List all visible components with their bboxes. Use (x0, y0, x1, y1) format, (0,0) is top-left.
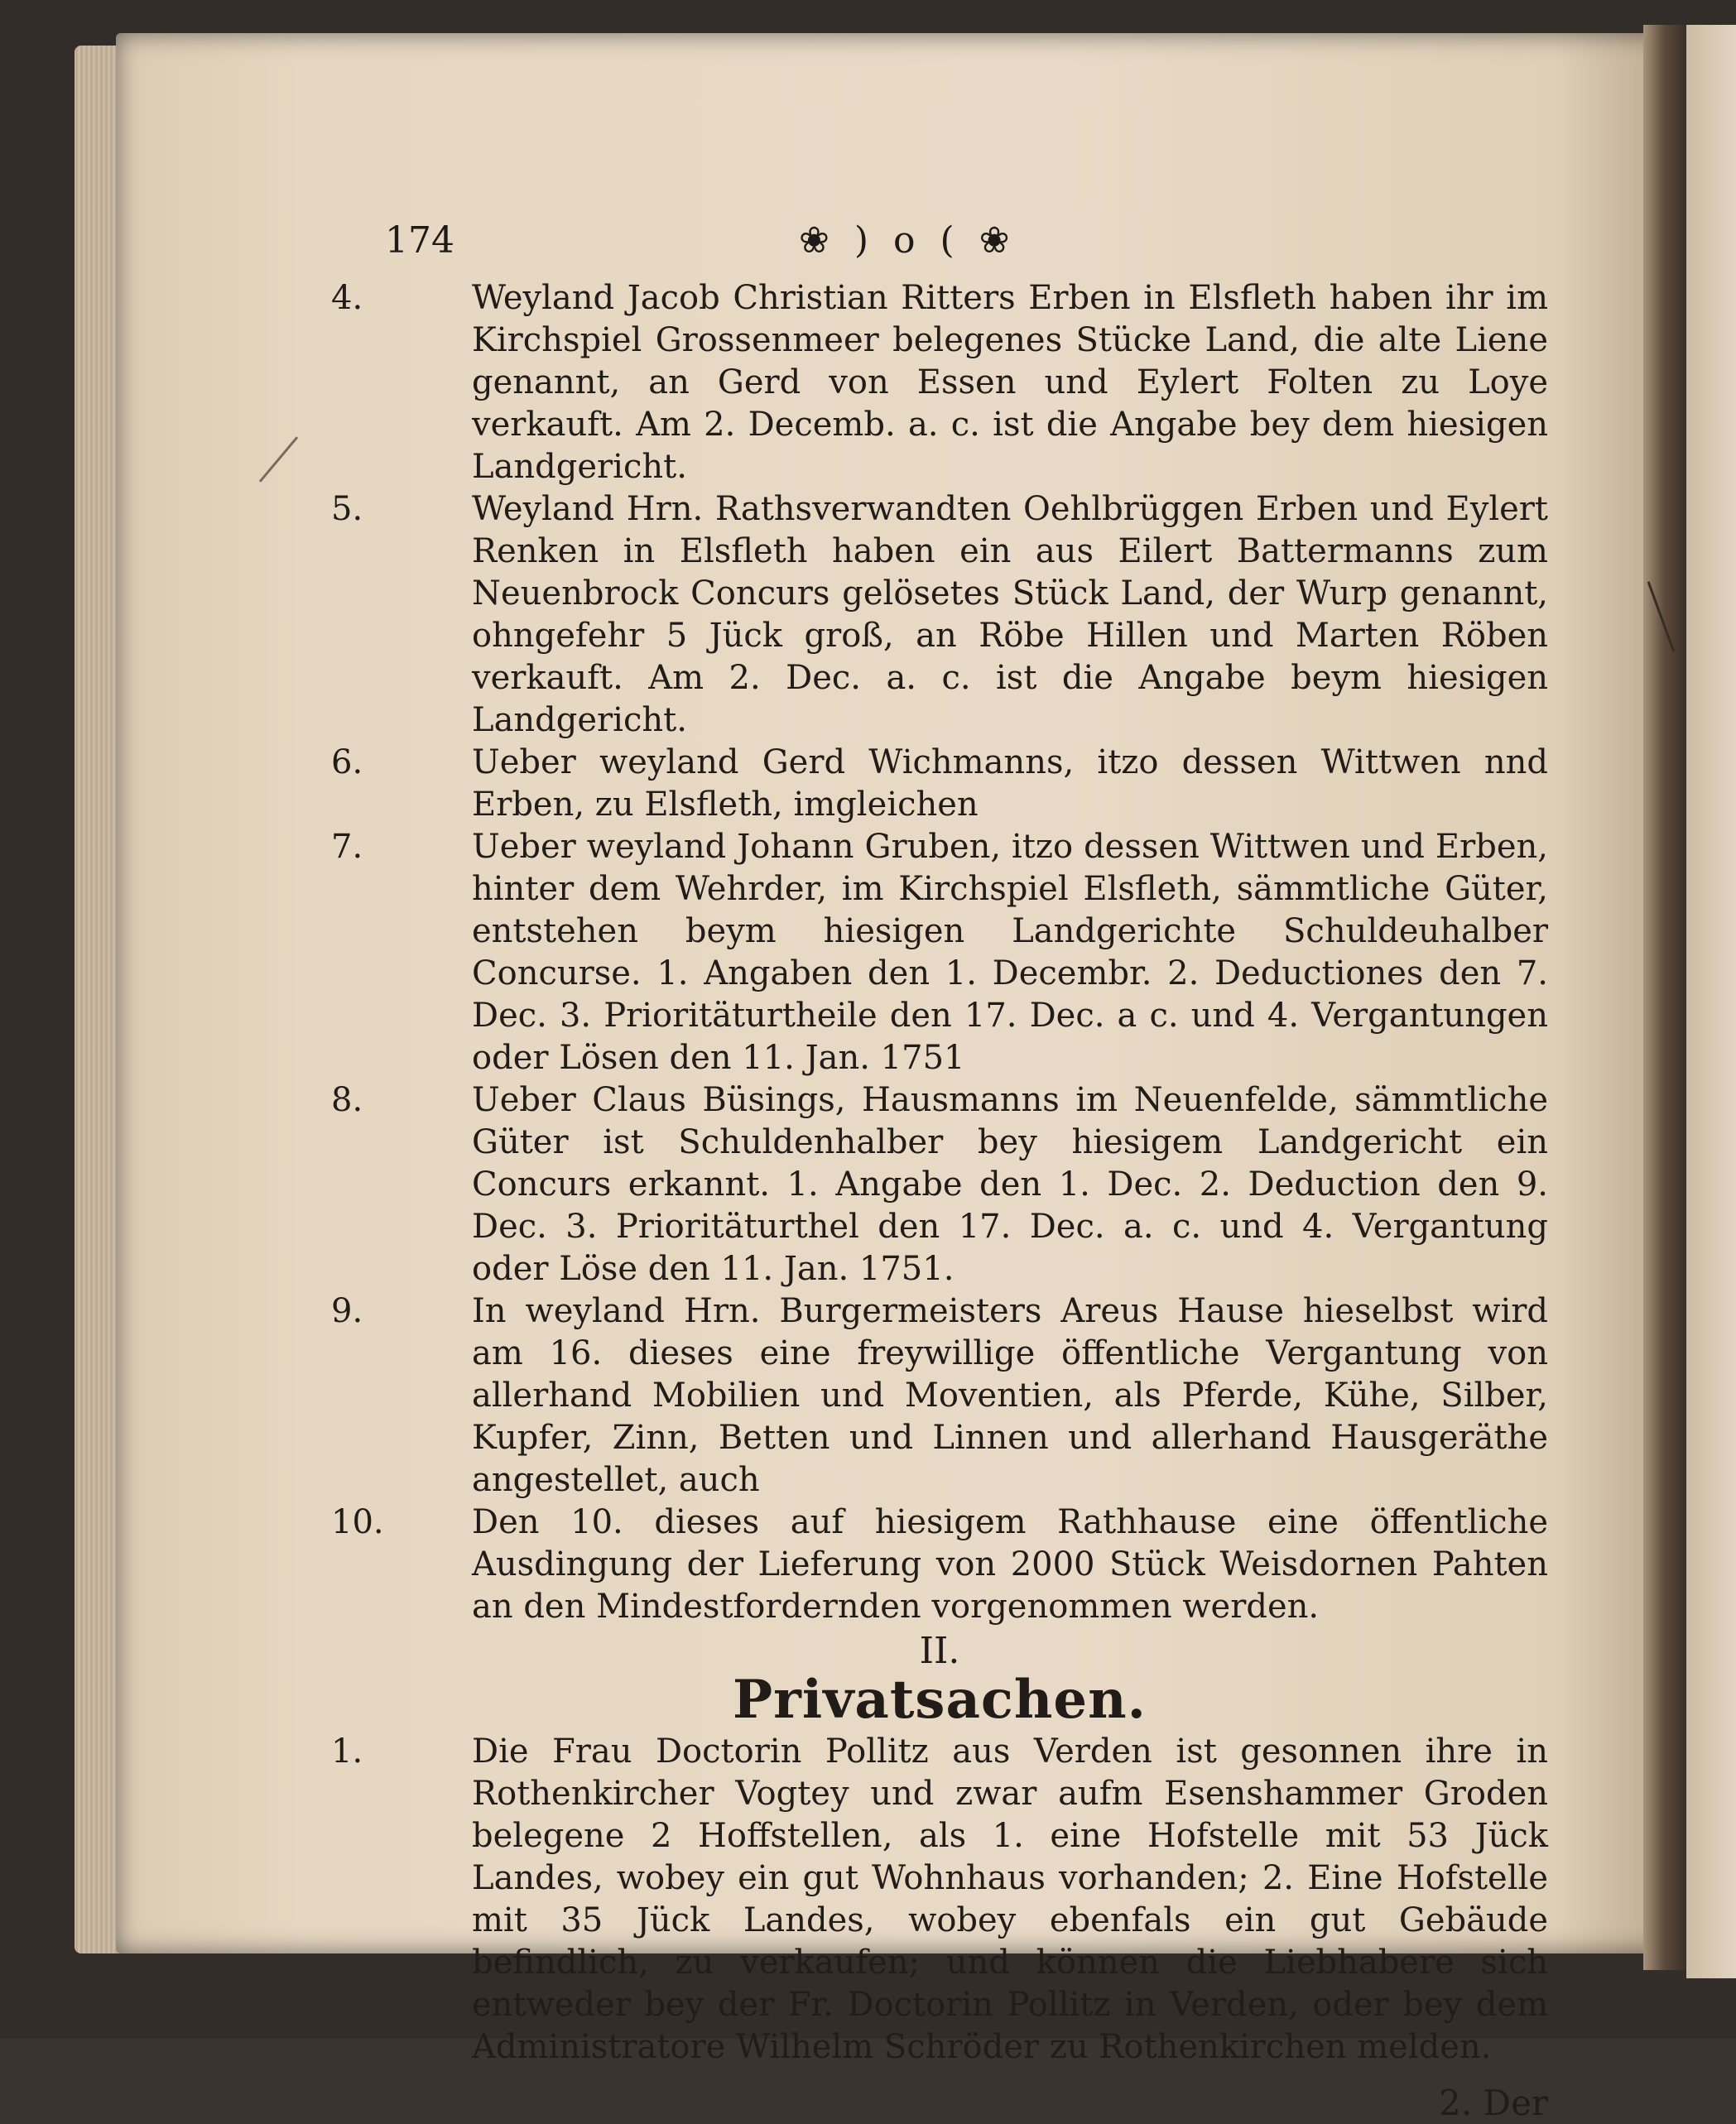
entry-text: In weyland Hrn. Burgermeisters Areus Hause hieselbst wird am 16. dieses eine freywillige öffentliche Vergantung von allerhand Mobilien und Moventien, als Pferde, Kühe, Silber, Kupfer, Zinn, Betten und Linnen und allerhand Hausgeräthe angestellet, auch (472, 1292, 1548, 1499)
entry-number: 7. (331, 828, 363, 866)
entry-10 (331, 1502, 1548, 1628)
facing-page-edge (1686, 25, 1736, 1978)
entry-number: 6. (331, 743, 363, 781)
entry-text: Den 10. dieses auf hiesigem Rathhause eine öffentliche Ausdingung der Lieferung von 2000 Stück Weisdornen Pahten an den Mindestfordernden vorgenommen werden. (472, 1503, 1548, 1626)
book-gutter (1643, 25, 1686, 1970)
entry-text: Die Frau Doctorin Pollitz aus Verden ist gesonnen ihre in Rothenkircher Vogtey und zwar aufm Esenshammer Groden belegene 2 Hoffstellen, als 1. eine Hofstelle mit 53 Jück Landes, wobey ein gut Wohnhaus vorhanden; 2. Eine Hofstelle mit 35 Jück Landes, wobey ebenfals ein gut Gebäude befindlich, zu verkaufen; und können die Liebhabere sich entweder bey der Fr. Doctorin Pollitz in Verden, oder bey dem Administratore Wilhelm Schröder zu Rothenkirchen melden. (472, 1732, 1548, 2066)
section-numeral: II. (919, 1630, 960, 1672)
entry-text: Weyland Jacob Christian Ritters Erben in Elsfleth haben ihr im Kirchspiel Grossenmeer belegenes Stücke Land, die alte Liene genannt, an Gerd von Essen und Eylert Folten zu Loye verkauft. Am 2. Decemb. a. c. ist die Angabe bey dem hiesigen Landgericht. (472, 279, 1548, 486)
entry-number: 10. (331, 1503, 384, 1541)
entry-6 (331, 742, 1548, 826)
entry-9 (331, 1290, 1548, 1502)
catchword: 2. Der (1438, 2083, 1548, 2123)
section-title: Privatsachen. (733, 1669, 1147, 1731)
entry-number: 5. (331, 490, 363, 528)
entry-text: Ueber weyland Johann Gruben, itzo dessen Wittwen und Erben, hinter dem Wehrder, im Kirchspiel Elsfleth, sämmtliche Güter, entstehen beym hiesigen Landgerichte Schuldeuhalber Concurse. 1. Angaben den 1. Decembr. 2. Deductiones den 7. Dec. 3. Prioritäturtheile den 17. Dec. a c. und 4. Vergantungen oder Lösen den 11. Jan. 1751 (472, 828, 1548, 1077)
entry-number: 1. (331, 1732, 363, 1771)
page-number: 174 (385, 219, 454, 262)
entry-5 (331, 488, 1548, 742)
entry-number: 4. (331, 279, 363, 317)
entry-text: Ueber weyland Gerd Wichmanns, itzo dessen Wittwen nnd Erben, zu Elsfleth, imgleichen (472, 743, 1548, 824)
private-entry-1 (331, 1731, 1548, 2069)
header-ornament: ❀ ) o ( ❀ (799, 219, 1017, 262)
running-header (385, 219, 1544, 269)
entry-text: Ueber Claus Büsings, Hausmanns im Neuenfelde, sämmtliche Güter ist Schuldenhalber bey hiesigem Landgericht ein Concurs erkannt. 1. Angabe den 1. Dec. 2. Deduction den 9. Dec. 3. Prioritäturthel den 17. Dec. a. c. und 4. Vergantung oder Löse den 11. Jan. 1751. (472, 1081, 1548, 1288)
page-text (331, 277, 1548, 2124)
entry-number: 8. (331, 1081, 363, 1119)
entry-4 (331, 277, 1548, 488)
entry-7 (331, 826, 1548, 1079)
entry-number: 9. (331, 1292, 363, 1330)
entry-8 (331, 1079, 1548, 1290)
entry-text: Weyland Hrn. Rathsverwandten Oehlbrüggen Erben und Eylert Renken in Elsfleth haben ein aus Eilert Battermanns zum Neuenbrock Concurs gelösetes Stück Land, der Wurp genannt, ohngefehr 5 Jück groß, an Röbe Hillen und Marten Röben verkauft. Am 2. Dec. a. c. ist die Angabe beym hiesigen Landgericht. (472, 490, 1548, 739)
